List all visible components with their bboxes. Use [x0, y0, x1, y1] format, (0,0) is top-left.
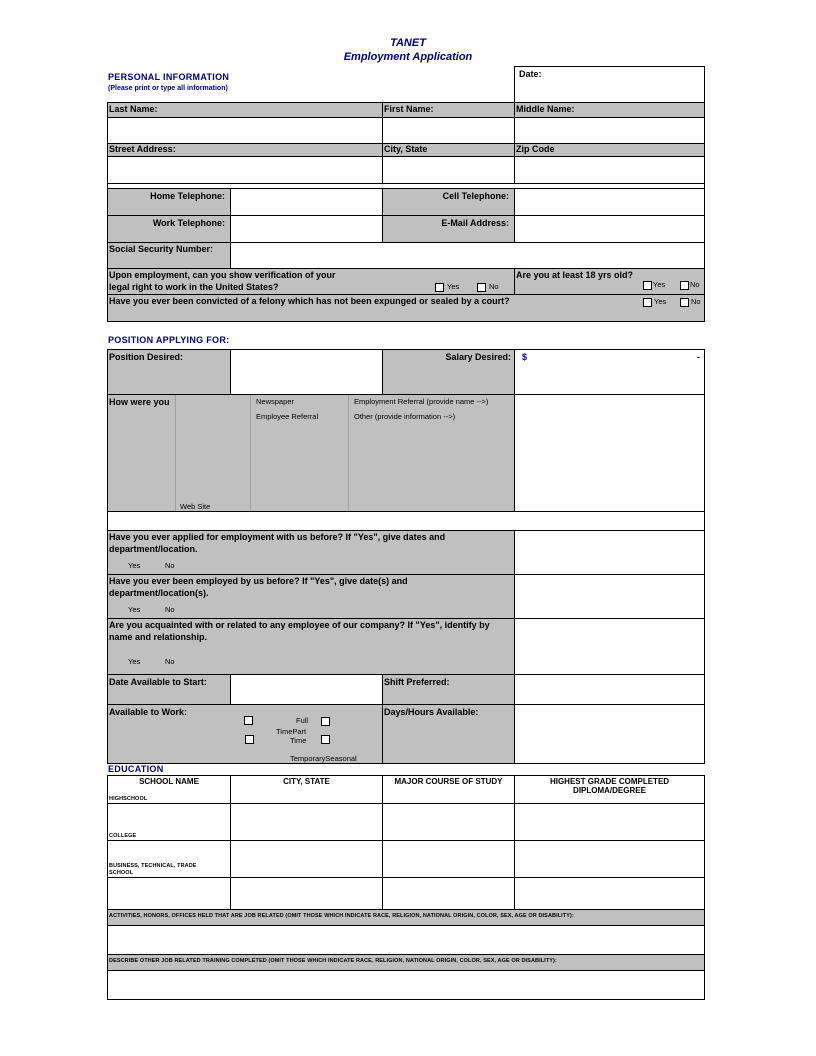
other-major-input[interactable] — [382, 877, 515, 910]
business-school-input[interactable] — [107, 840, 231, 878]
edu-col-school — [107, 775, 231, 804]
college-school-input[interactable] — [107, 803, 231, 841]
edu-col-city — [230, 775, 383, 804]
acquainted-input[interactable] — [514, 618, 705, 675]
employed-line2: department/location(s). — [109, 588, 209, 598]
edu-col-grade — [514, 775, 705, 804]
middle-name-input[interactable] — [514, 117, 705, 144]
age-no-checkbox[interactable] — [680, 281, 689, 290]
last-name-header — [107, 102, 383, 118]
business-label: BUSINESS, TECHNICAL, TRADE — [109, 863, 197, 869]
home-phone-label: Home Telephone: — [150, 191, 225, 201]
felony-yes-label: Yes — [654, 297, 667, 306]
part-time-checkbox[interactable] — [321, 717, 330, 726]
cell-phone-input[interactable] — [514, 188, 705, 216]
verify-no-checkbox[interactable] — [477, 283, 486, 292]
age-no-label: No — [690, 280, 700, 289]
felony-no-checkbox[interactable] — [680, 298, 689, 307]
employed-yes[interactable]: Yes — [128, 605, 141, 614]
activities-input[interactable] — [107, 925, 705, 955]
city-header — [382, 143, 515, 157]
print-note: (Please print or type all information) — [108, 85, 228, 92]
website-option[interactable]: Web Site — [180, 502, 211, 511]
school-label: SCHOOL — [109, 870, 134, 876]
acquainted-line2: name and relationship. — [109, 632, 208, 642]
activities-label: ACTIVITIES, HONORS, OFFICES HELD THAT ARE JOB RELATED (OMIT THOSE WHICH INDICATE RACE, RELIGION, NATIONAL ORIGIN, COLOR, SEX, AGE OR DISABILITY): — [109, 913, 574, 919]
degree-header: DIPLOMA/DEGREE — [573, 786, 646, 795]
applied-line1: Have you ever applied for employment with us before? If "Yes", give dates and — [109, 532, 446, 542]
college-grade-input[interactable] — [514, 803, 705, 841]
business-grade-input[interactable] — [514, 840, 705, 878]
how-label: How were you — [109, 397, 170, 407]
school-name-header: SCHOOL NAME — [139, 777, 199, 786]
acquainted-question — [107, 618, 515, 675]
seasonal-checkbox[interactable] — [321, 735, 330, 744]
applied-line2: department/location. — [109, 544, 198, 554]
age-question — [514, 268, 705, 295]
blank-row[interactable] — [107, 511, 705, 531]
last-name-label: Last Name: — [109, 104, 158, 114]
other-grade-input[interactable] — [514, 877, 705, 910]
other-school-input[interactable] — [107, 877, 231, 910]
other-city-input[interactable] — [230, 877, 383, 910]
applied-before-question — [107, 530, 515, 575]
temp-seasonal-label: TemporarySeasonal — [290, 754, 357, 763]
salary-header — [382, 349, 515, 395]
form-title: Employment Application — [343, 51, 473, 63]
cell-phone-label: Cell Telephone: — [442, 191, 509, 201]
employee-referral-option[interactable]: Employee Referral — [256, 412, 319, 421]
referral-source-block — [107, 394, 515, 512]
city-state-label: City, State — [384, 144, 428, 154]
highschool-label: HIGHSCHOOL — [109, 796, 148, 802]
last-name-input[interactable] — [107, 117, 383, 144]
shift-header — [382, 674, 515, 705]
verification-line1: Upon employment, can you show verification of your — [109, 270, 336, 280]
work-phone-input[interactable] — [230, 215, 383, 243]
street-header — [107, 143, 383, 157]
ssn-label: Social Security Number: — [109, 244, 214, 254]
time-label: Time — [290, 736, 307, 745]
full-label: Full — [296, 716, 309, 725]
middle-name-header — [514, 102, 705, 118]
verify-yes-label: Yes — [447, 282, 460, 291]
employment-referral-option[interactable]: Employment Referral (provide name -->) — [354, 397, 489, 406]
college-major-input[interactable] — [382, 803, 515, 841]
full-time-checkbox[interactable] — [244, 716, 253, 725]
college-label: COLLEGE — [109, 833, 137, 839]
date-start-label: Date Available to Start: — [109, 677, 207, 687]
verification-line2: legal right to work in the United States? — [109, 282, 279, 292]
training-input[interactable] — [107, 970, 705, 1000]
shift-label: Shift Preferred: — [384, 677, 450, 687]
days-hours-label: Days/Hours Available: — [384, 707, 479, 717]
middle-name-label: Middle Name: — [516, 104, 575, 114]
work-phone-label: Work Telephone: — [152, 218, 225, 228]
activities-header — [107, 909, 705, 926]
business-major-input[interactable] — [382, 840, 515, 878]
home-phone-header — [107, 188, 231, 216]
newspaper-option[interactable]: Newspaper — [256, 397, 294, 406]
grade-header: HIGHEST GRADE COMPLETED — [549, 777, 670, 786]
ssn-input[interactable] — [230, 242, 705, 269]
acquainted-line1: Are you acquainted with or related to any employee of our company? If "Yes", identify by — [109, 620, 490, 630]
verification-question — [107, 268, 515, 295]
felony-no-label: No — [691, 297, 701, 306]
days-hours-header — [382, 704, 515, 764]
shift-input[interactable] — [514, 674, 705, 705]
felony-question — [107, 294, 705, 322]
city-state-header: CITY, STATE — [283, 777, 330, 786]
position-desired-label: Position Desired: — [109, 352, 184, 362]
email-header — [382, 215, 515, 243]
position-section-title: POSITION APPLYING FOR: — [108, 335, 230, 345]
city-input[interactable] — [382, 156, 515, 184]
date-start-header — [107, 674, 231, 705]
date-start-input[interactable] — [230, 674, 383, 705]
felony-label: Have you ever been convicted of a felony which has not been expunged or sealed by a court? — [109, 296, 510, 306]
major-header: MAJOR COURSE OF STUDY — [394, 777, 503, 786]
applied-no[interactable]: No — [165, 561, 175, 570]
available-to-work-block — [107, 704, 383, 764]
temporary-checkbox[interactable] — [245, 735, 254, 744]
first-name-input[interactable] — [382, 117, 515, 144]
college-city-input[interactable] — [230, 803, 383, 841]
company-name: TANET — [390, 37, 426, 49]
position-desired-header — [107, 349, 231, 395]
ssn-header — [107, 242, 231, 269]
available-label: Available to Work: — [109, 707, 188, 717]
verify-no-label: No — [489, 282, 499, 291]
zip-label: Zip Code — [516, 144, 555, 154]
date-label: Date: — [519, 69, 542, 79]
business-city-input[interactable] — [230, 840, 383, 878]
email-label: E-Mail Address: — [441, 218, 509, 228]
applied-before-input[interactable] — [514, 530, 705, 575]
email-input[interactable] — [514, 215, 705, 243]
felony-yes-checkbox[interactable] — [643, 298, 652, 307]
employed-before-question — [107, 574, 515, 619]
age-yes-checkbox[interactable] — [643, 281, 652, 290]
age-yes-label: Yes — [653, 280, 666, 289]
salary-dash: - — [697, 352, 700, 362]
first-name-header — [382, 102, 515, 118]
street-label: Street Address: — [109, 144, 176, 154]
referral-details-input[interactable] — [514, 394, 705, 512]
date-field[interactable] — [514, 66, 705, 103]
employed-no[interactable]: No — [165, 605, 175, 614]
training-header — [107, 954, 705, 971]
age-label: Are you at least 18 yrs old? — [516, 270, 634, 280]
dollar-sign: $ — [522, 352, 528, 362]
acquainted-no[interactable]: No — [165, 657, 175, 666]
applied-yes[interactable]: Yes — [128, 561, 141, 570]
acquainted-yes[interactable]: Yes — [128, 657, 141, 666]
days-hours-input[interactable] — [514, 704, 705, 764]
edu-col-major — [382, 775, 515, 804]
first-name-label: First Name: — [384, 104, 434, 114]
salary-input[interactable] — [514, 349, 705, 395]
employed-line1: Have you ever been employed by us before? If "Yes", give date(s) and — [109, 576, 408, 586]
salary-label: Salary Desired: — [445, 352, 511, 362]
personal-section-title: PERSONAL INFORMATION — [108, 72, 230, 82]
position-desired-input[interactable] — [230, 349, 383, 395]
verify-yes-checkbox[interactable] — [435, 283, 444, 292]
home-phone-input[interactable] — [230, 188, 383, 216]
time-part-label: TimePart — [276, 727, 307, 736]
employed-before-input[interactable] — [514, 574, 705, 619]
cell-phone-header — [382, 188, 515, 216]
education-section-title: EDUCATION — [108, 764, 164, 774]
street-input[interactable] — [107, 156, 383, 184]
zip-input[interactable] — [514, 156, 705, 184]
zip-header — [514, 143, 705, 157]
work-phone-header — [107, 215, 231, 243]
other-option[interactable]: Other (provide information -->) — [354, 412, 456, 421]
training-label: DESCRIBE OTHER JOB RELATED TRAINING COMPLETED (OMIT THOSE WHICH INDICATE RACE, RELIGION, NATIONAL ORIGIN, COLOR, SEX, AGE OR DISABILITY): — [109, 958, 557, 964]
